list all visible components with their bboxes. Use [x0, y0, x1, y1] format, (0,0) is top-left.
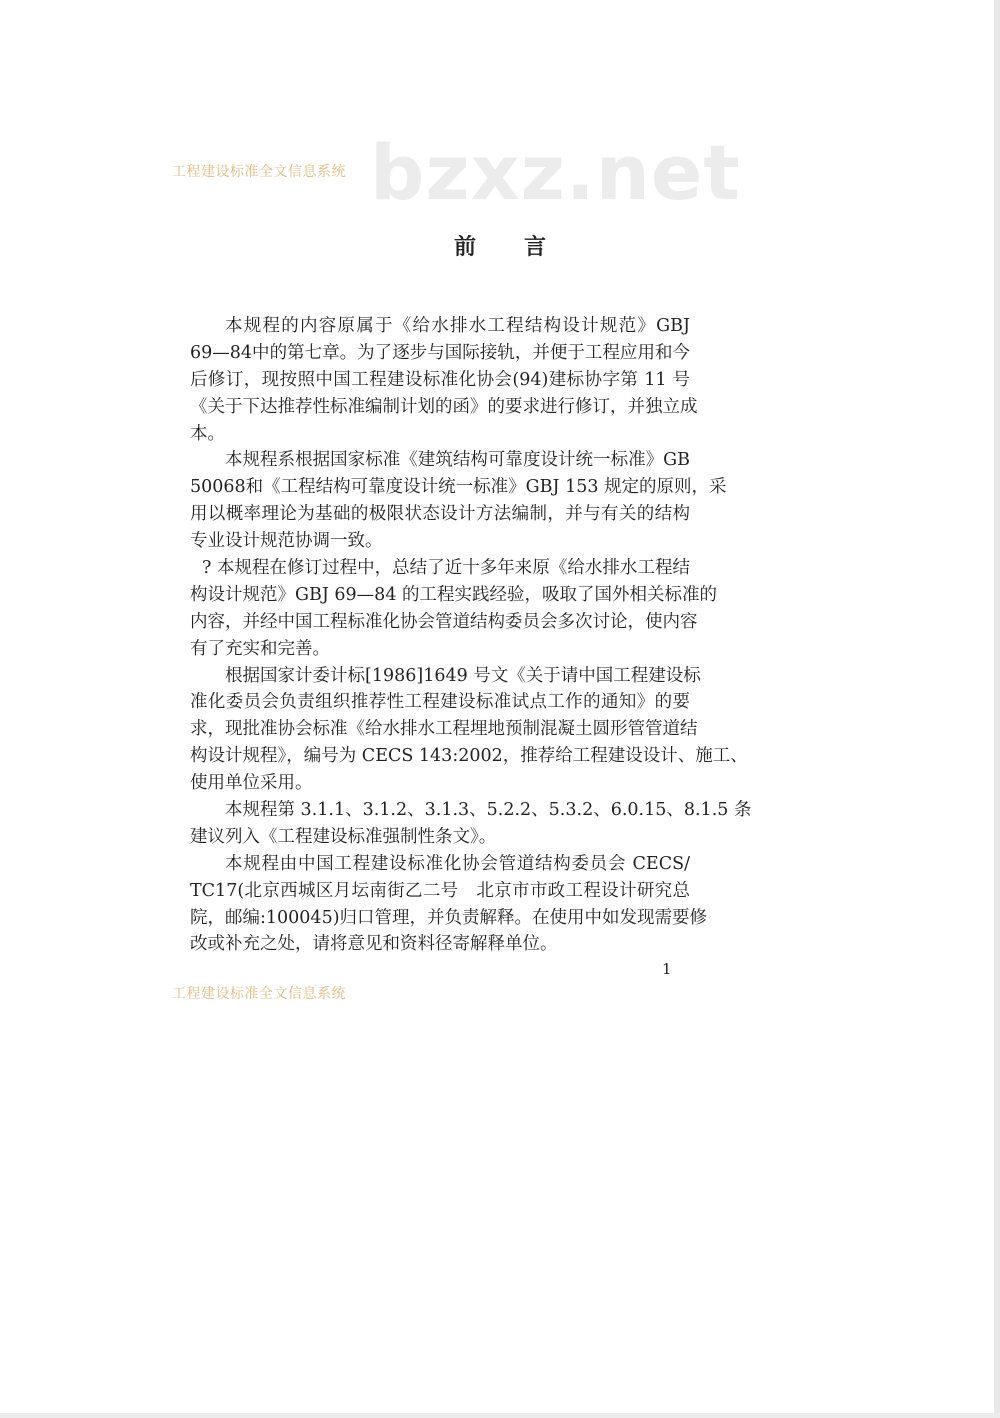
paragraph-line: 构设计规程》，编号为 CECS 143:2002，推荐给工程建设设计、施工、	[190, 746, 748, 767]
paragraph-line: 准化委员会负责组织推荐性工程建设标准试点工作的通知》的要	[190, 692, 690, 713]
paragraph-line: 院，邮编:100045)归口管理，并负责解释。在使用中如发现需要修	[190, 907, 708, 928]
paragraph-line: 本。	[190, 423, 225, 444]
page-number: 1	[662, 960, 672, 978]
paragraph-line: ? 本规程在修订过程中，总结了近十多年来原《给水排水工程结	[202, 558, 690, 579]
paragraph-line: 构设计规范》GBJ 69—84 的工程实践经验，吸取了国外相关标准的	[190, 584, 718, 605]
paragraph-line: 本规程的内容原属于《给水排水工程结构设计规范》GBJ	[225, 316, 690, 336]
paragraph-line: 专业设计规范协调一致。	[190, 531, 383, 552]
paragraph-line: 改或补充之处，请将意见和资料径寄解释单位。	[190, 934, 558, 955]
paragraph	[190, 663, 748, 797]
paragraph-line: 用以概率理论为基础的极限状态设计方法编制，并与有关的结构	[190, 504, 690, 525]
paragraph-line: 69—84中的第七章。为了逐步与国际接轨，并便于工程应用和今	[190, 342, 690, 363]
paragraph	[190, 797, 752, 851]
paragraph	[190, 555, 718, 663]
paragraph-line: 内容，并经中国工程标准化协会管道结构委员会多次讨论，使内容	[190, 611, 698, 632]
page-bottom-edge	[0, 1413, 1000, 1418]
page-edge	[994, 0, 1000, 1418]
system-watermark-top: 工程建设标准全文信息系统	[172, 164, 346, 180]
paragraph-line: 根据国家计委计标[1986]1649 号文《关于请中国工程建设标	[225, 665, 701, 686]
paragraph-line: TC17(北京西城区月坛南街乙二号 北京市市政工程设计研究总	[190, 880, 690, 901]
paragraph	[190, 313, 698, 447]
paragraph-line: 使用单位采用。	[190, 773, 313, 794]
paragraph-line: 本规程第 3.1.1、3.1.2、3.1.3、5.2.2、5.3.2、6.0.15、8.1.5 条	[225, 800, 752, 821]
paragraph-line: 50068和《工程结构可靠度设计统一标准》GBJ 153 规定的原则，采	[190, 477, 727, 498]
site-watermark: bzxz.net	[370, 128, 741, 217]
document-body	[190, 313, 752, 958]
paragraph	[190, 851, 708, 959]
page-title: 前言	[453, 234, 594, 260]
paragraph-line: 《关于下达推荐性标准编制计划的函》的要求进行修订，并独立成	[190, 396, 698, 417]
paragraph-line: 后修订，现按照中国工程建设标准化协会(94)建标协字第 11 号	[190, 369, 690, 390]
paragraph-line: 有了充实和完善。	[190, 638, 330, 659]
system-watermark-bottom: 工程建设标准全文信息系统	[172, 986, 346, 1002]
paragraph-line: 本规程由中国工程建设标准化协会管道结构委员会 CECS/	[225, 853, 690, 874]
paragraph	[190, 447, 727, 555]
paragraph-line: 本规程系根据国家标准《建筑结构可靠度设计统一标准》GB	[225, 450, 690, 471]
paragraph-line: 求，现批准协会标准《给水排水工程埋地预制混凝土圆形管管道结	[190, 719, 698, 740]
paragraph-line: 建议列入《工程建设标准强制性条文》。	[190, 826, 497, 847]
